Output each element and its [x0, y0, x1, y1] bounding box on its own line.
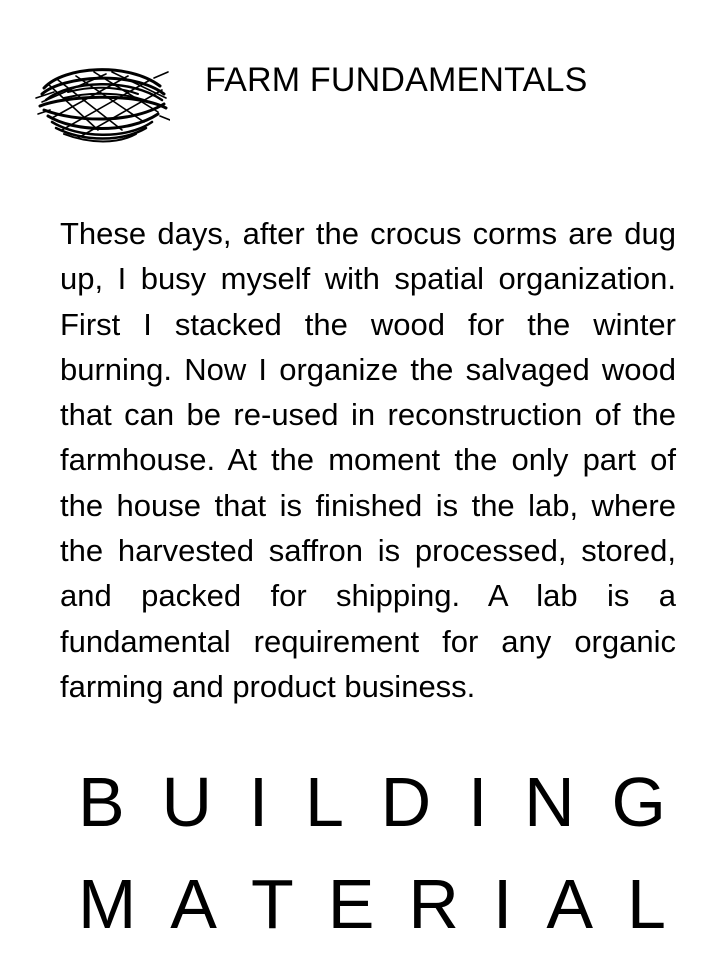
- footer-letter: L: [626, 865, 666, 943]
- header-title: FARM FUNDAMENTALS: [205, 61, 588, 99]
- footer-letter: M: [78, 865, 137, 943]
- article-body: These days, after the crocus corms are dug up, I busy myself with spatial organization. First I stacked the wood for the winter burning. Now I organize the salvaged wood that can be re-used in reconstruction of the farmhouse. At the moment the only part of the house that is finished is the lab, where the harvested saffron is processed, stored, and packed for shipping. A lab is a fundamental requirement for any organic farming and product business.: [60, 216, 676, 704]
- footer-letter: E: [327, 865, 375, 943]
- footer-letter: I: [248, 763, 269, 841]
- footer-letter: A: [546, 865, 594, 943]
- footer-letter: I: [467, 763, 488, 841]
- footer-letter: U: [161, 763, 213, 841]
- footer-word-building: [78, 760, 666, 844]
- footer-letter: T: [250, 865, 294, 943]
- footer-letter: L: [304, 763, 344, 841]
- footer-letter: I: [492, 865, 513, 943]
- footer-letter: R: [408, 865, 459, 943]
- footer-word-material: [78, 862, 666, 946]
- bird-nest-icon: [34, 58, 170, 146]
- footer-letter: N: [524, 763, 575, 841]
- footer-letter: G: [611, 763, 666, 841]
- footer-letter: D: [380, 763, 432, 841]
- footer-letter: B: [78, 763, 125, 841]
- footer-letter: A: [170, 865, 217, 943]
